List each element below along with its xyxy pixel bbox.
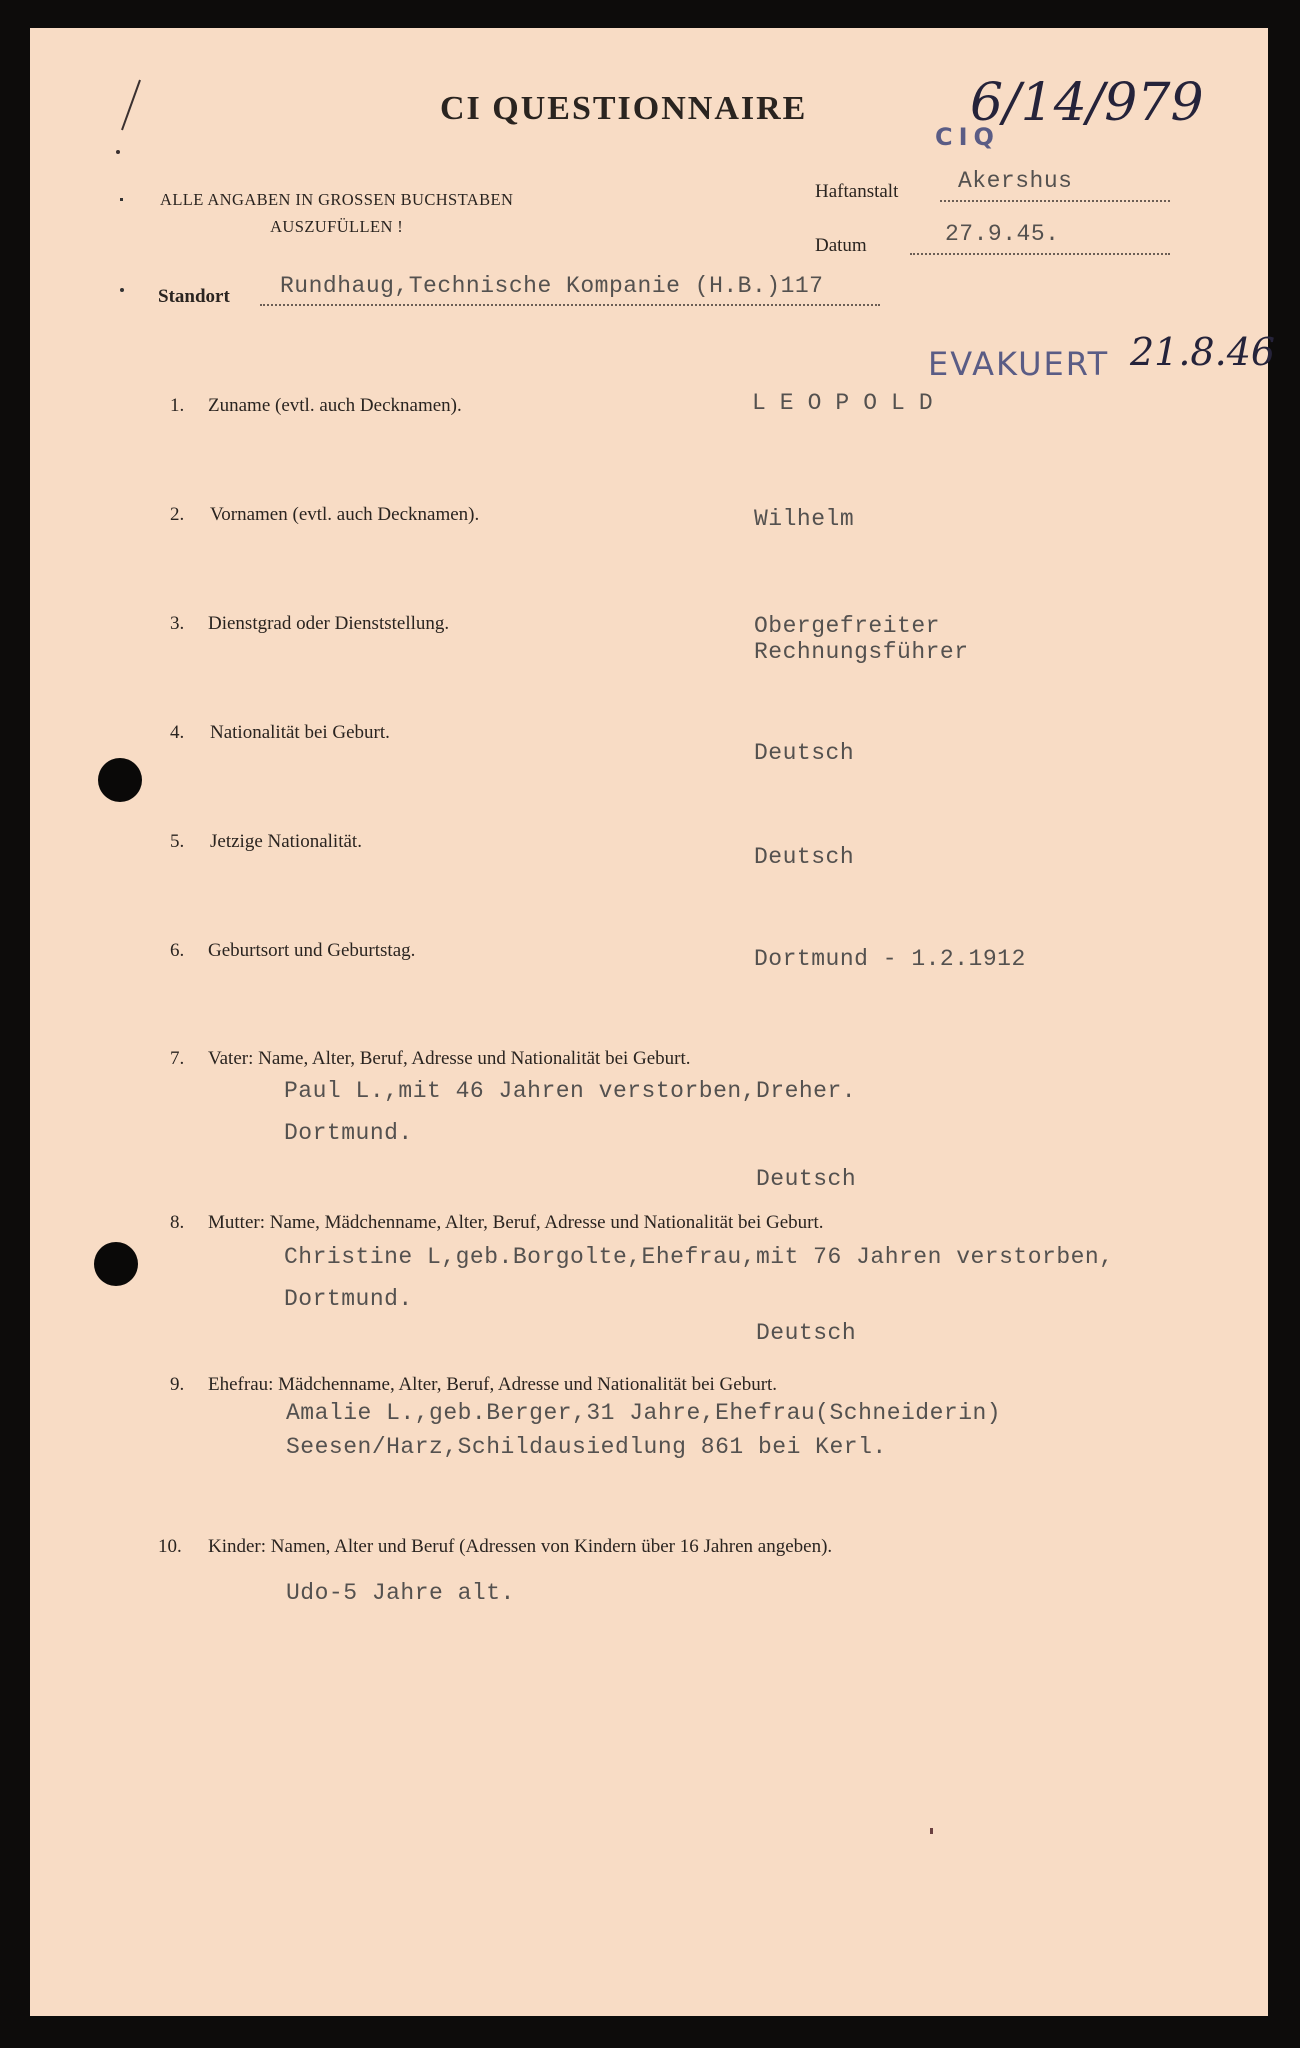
haftanstalt-value: Akershus [958,168,1073,194]
q4-label: Nationalität bei Geburt. [210,722,390,743]
q6-number: 6. [170,940,185,961]
page-title: CI QUESTIONNAIRE [440,90,808,127]
q10-label: Kinder: Namen, Alter und Beruf (Adressen von Kindern über 16 Jahren angeben). [208,1536,833,1557]
punch-hole [94,1242,138,1286]
evakuert-stamp: EVAKUERT [928,345,1110,383]
q7-number: 7. [170,1048,185,1069]
q7-answer-line-1: Paul L.,mit 46 Jahren verstorben,Dreher. [284,1078,857,1104]
q5-label: Jetzige Nationalität. [210,831,362,852]
q3-answer-line-2: Rechnungsführer [754,639,969,665]
datum-line [910,253,1170,255]
q8-label: Mutter: Name, Mädchenname, Alter, Beruf, Adresse und Nationalität bei Geburt. [208,1212,824,1233]
q10-answer: Udo-5 Jahre alt. [286,1580,515,1606]
datum-label: Datum [815,235,867,256]
instruction-text [160,186,513,240]
q5-answer: Deutsch [754,844,855,870]
instruction-line-1: ALLE ANGABEN IN GROSSEN BUCHSTABEN [160,190,514,209]
speck-mark [930,1828,933,1834]
punch-hole [98,758,142,802]
q3-number: 3. [170,613,185,634]
questionnaire-sheet [30,28,1276,2016]
speck-mark [120,198,123,201]
haftanstalt-line [940,200,1170,202]
q8-answer-line-1: Christine L,geb.Borgolte,Ehefrau,mit 76 Jahren verstorben, [284,1244,1114,1270]
speck-mark [120,288,124,292]
q10-number: 10. [158,1536,182,1557]
q6-label: Geburtsort und Geburtstag. [208,940,416,961]
q4-number: 4. [170,722,185,743]
q3-answer-line-1: Obergefreiter [754,613,940,639]
q4-answer: Deutsch [754,740,855,766]
q7-answer-line-2: Dortmund. [284,1120,413,1146]
q1-answer: LEOPOLD [752,390,947,416]
q1-label: Zuname (evtl. auch Decknamen). [208,395,462,416]
q3-label: Dienstgrad oder Dienststellung. [208,613,450,634]
standort-line [260,304,880,306]
q5-number: 5. [170,831,185,852]
standort-value: Rundhaug,Technische Kompanie (H.B.)117 [280,273,824,299]
q1-number: 1. [170,395,185,416]
handwritten-file-number: 6/14/979 [970,73,1204,133]
pen-mark [100,68,150,168]
instruction-line-2: AUSZUFÜLLEN ! [270,217,404,236]
q9-label: Ehefrau: Mädchenname, Alter, Beruf, Adresse und Nationalität bei Geburt. [208,1374,778,1395]
standort-label: Standort [158,286,230,307]
q7-nationality: Deutsch [756,1166,857,1192]
q8-answer-line-2: Dortmund. [284,1286,413,1312]
q6-answer: Dortmund - 1.2.1912 [754,946,1026,972]
q8-number: 8. [170,1212,185,1233]
ciq-stamp: CIQ [935,123,1000,151]
q7-label: Vater: Name, Alter, Beruf, Adresse und Nationalität bei Geburt. [208,1048,691,1069]
haftanstalt-label: Haftanstalt [815,181,899,202]
q9-answer-line-1: Amalie L.,geb.Berger,31 Jahre,Ehefrau(Schneiderin) [286,1400,1002,1426]
q9-number: 9. [170,1374,185,1395]
q8-nationality: Deutsch [756,1320,857,1346]
q2-answer: Wilhelm [754,506,855,532]
q2-label: Vornamen (evtl. auch Decknamen). [210,504,480,525]
q9-answer-line-2: Seesen/Harz,Schildausiedlung 861 bei Kerl. [286,1434,887,1460]
evakuert-handwritten-date: 21.8.46 [1130,330,1276,374]
q2-number: 2. [170,504,185,525]
datum-value: 27.9.45. [945,221,1060,247]
